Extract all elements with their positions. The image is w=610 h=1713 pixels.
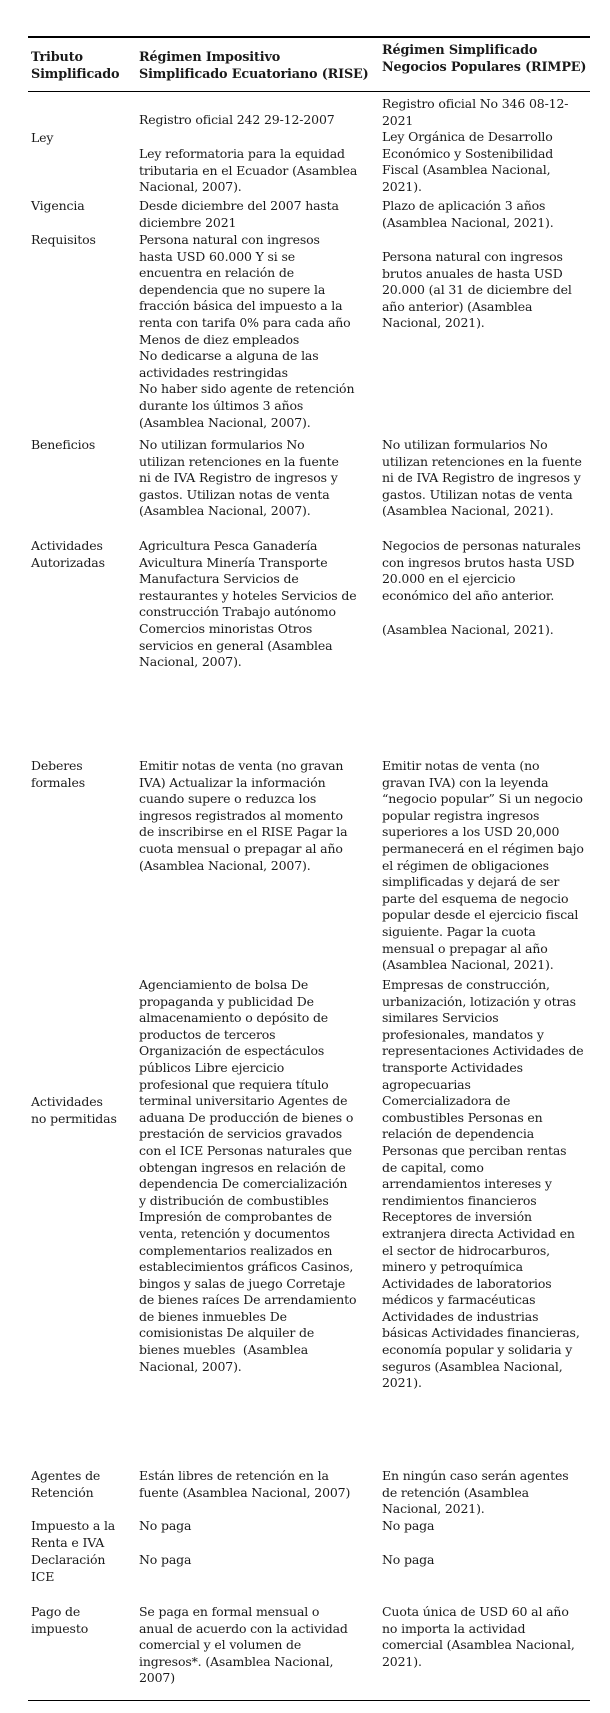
actividades-autorizadas-rise: Agricultura Pesca Ganadería Avicultura Minería Transporte Manufactura Servicios de restaurantes y hoteles Servicios de construcción Trabajo autónomo Comercios minoristas Otros servicios en general (Asamblea Nacional, 2007).: [139, 538, 357, 670]
agentes-de-retencion-rimpe: En ningún caso serán agentes de retención (Asamblea Nacional, 2021).: [382, 1468, 569, 1517]
table-top-rule: [28, 36, 590, 38]
header-rise: Régimen Impositivo Simplificado Ecuatoriano (RISE): [139, 50, 369, 82]
ley-rise-registro: Registro oficial 242 29-12-2007: [139, 112, 335, 127]
row-label-actividades-autorizadas: Actividades Autorizadas: [31, 538, 105, 570]
row-label-impuesto-renta-iva: Impuesto a la Renta e IVA: [31, 1518, 116, 1550]
header-bottom-rule: [28, 91, 590, 92]
deberes-formales-rimpe: Emitir notas de venta (no gravan IVA) con la leyenda “negocio popular” Si un negocio popular registra ingresos superiores a los USD 20,000 permanecerá en el régimen bajo el régimen de obligaciones simplificadas y dejará de ser parte del esquema de negocio popular desde el ejercicio fiscal siguiente. Pagar la cuota mensual o prepagar al año (Asamblea Nacional, 2021).: [382, 758, 584, 973]
pago-de-impuesto-rimpe: Cuota única de USD 60 al año no importa la actividad comercial (Asamblea Nacional, 2021).: [382, 1604, 575, 1669]
header-tributo-simplificado: Tributo Simplificado: [31, 50, 120, 82]
actividades-no-permitidas-rimpe: Empresas de construcción, urbanización, lotización y otras similares Servicios profesionales, mandatos y representaciones Actividades de transporte Actividades agropecuarias Comercializadora de combustibles Personas en relación de dependencia Personas que perciban rentas de capital, como arrendamientos intereses y rendimientos financieros Receptores de inversión extranjera directa Actividad en el sector de hidrocarburos, minero y petroquímica Actividades de laboratorios médicos y farmacéuticas Actividades de industrias básicas Actividades financieras, economía popular y solidaria y seguros (Asamblea Nacional, 2021).: [382, 977, 584, 1391]
vigencia-rise: Desde diciembre del 2007 hasta diciembre 2021: [139, 198, 339, 230]
row-label-pago-de-impuesto: Pago de impuesto: [31, 1604, 89, 1636]
actividades-no-permitidas-rise: Agenciamiento de bolsa De propaganda y publicidad De almacenamiento o depósito de productos de terceros Organización de espectáculos públicos Libre ejercicio profesional que requiera título terminal universitario Agentes de aduana De producción de bienes o prestación de servicios gravados con el ICE Personas naturales que obtengan ingresos en relación de dependencia De comercialización y distribución de combustibles Impresión de comprobantes de venta, retención y documentos complementarios realizados en establecimientos gráficos Casinos, bingos y salas de juego Corretaje de bienes raíces De arrendamiento de bienes inmuebles De comisionistas De alquiler de bienes muebles (Asamblea Nacional, 2007).: [139, 977, 357, 1374]
ley-rise-reformatoria: Ley reformatoria para la equidad tributaria en el Ecuador (Asamblea Nacional, 2007).: [139, 146, 358, 195]
pago-de-impuesto-rise: Se paga en formal mensual o anual de acuerdo con la actividad comercial y el volumen de ingresos*. (Asamblea Nacional, 2007): [139, 1604, 348, 1686]
impuesto-renta-iva-rise: No paga: [139, 1518, 192, 1533]
impuesto-renta-iva-rimpe: No paga: [382, 1518, 435, 1533]
ley-rimpe: Registro oficial No 346 08-12- 2021 Ley Orgánica de Desarrollo Económico y Sostenibilidad Fiscal (Asamblea Nacional, 2021).: [382, 96, 569, 194]
deberes-formales-rise: Emitir notas de venta (no gravan IVA) Actualizar la información cuando supere o reduzca los ingresos registrados al momento de inscribirse en el RISE Pagar la cuota mensual o prepagar al año (Asamblea Nacional, 2007).: [139, 758, 348, 873]
requisitos-rise: Persona natural con ingresos hasta USD 60.000 Y si se encuentra en relación de dependencia que no supere la fracción básica del impuesto a la renta con tarifa 0% para cada año Menos de diez empleados No dedicarse a alguna de las actividades restringidas No haber sido agente de retención durante los últimos 3 años (Asamblea Nacional, 2007).: [139, 232, 355, 430]
row-label-vigencia: Vigencia: [31, 198, 85, 213]
vigencia-rimpe: Plazo de aplicación 3 años (Asamblea Nacional, 2021).: [382, 198, 554, 230]
header-rimpe: Régimen Simplificado Negocios Populares (RIMPE): [382, 43, 587, 75]
row-label-deberes-formales: Deberes formales: [31, 758, 86, 790]
requisitos-rimpe: Persona natural con ingresos brutos anuales de hasta USD 20.000 (al 31 de diciembre del año anterior) (Asamblea Nacional, 2021).: [382, 249, 572, 331]
declaracion-ice-rimpe: No paga: [382, 1552, 435, 1567]
row-label-ley: Ley: [31, 130, 54, 145]
row-label-declaracion-ice: Declaración ICE: [31, 1552, 106, 1584]
table-end-rule: [28, 1700, 590, 1701]
beneficios-rimpe: No utilizan formularios No utilizan retenciones en la fuente ni de IVA Registro de ingresos y gastos. Utilizan notas de venta (Asamblea Nacional, 2021).: [382, 437, 582, 519]
row-label-requisitos: Requisitos: [31, 232, 96, 247]
actividades-autorizadas-rimpe-citation: (Asamblea Nacional, 2021).: [382, 622, 554, 637]
row-label-agentes-de-retencion: Agentes de Retención: [31, 1468, 101, 1500]
row-label-actividades-no-permitidas: Actividades no permitidas: [31, 1094, 117, 1126]
agentes-de-retencion-rise: Están libres de retención en la fuente (Asamblea Nacional, 2007): [139, 1468, 351, 1500]
actividades-autorizadas-rimpe: Negocios de personas naturales con ingresos brutos hasta USD 20.000 en el ejercicio económico del año anterior.: [382, 538, 581, 603]
beneficios-rise: No utilizan formularios No utilizan retenciones en la fuente ni de IVA Registro de ingresos y gastos. Utilizan notas de venta (Asamblea Nacional, 2007).: [139, 437, 339, 519]
row-label-beneficios: Beneficios: [31, 437, 96, 452]
declaracion-ice-rise: No paga: [139, 1552, 192, 1567]
